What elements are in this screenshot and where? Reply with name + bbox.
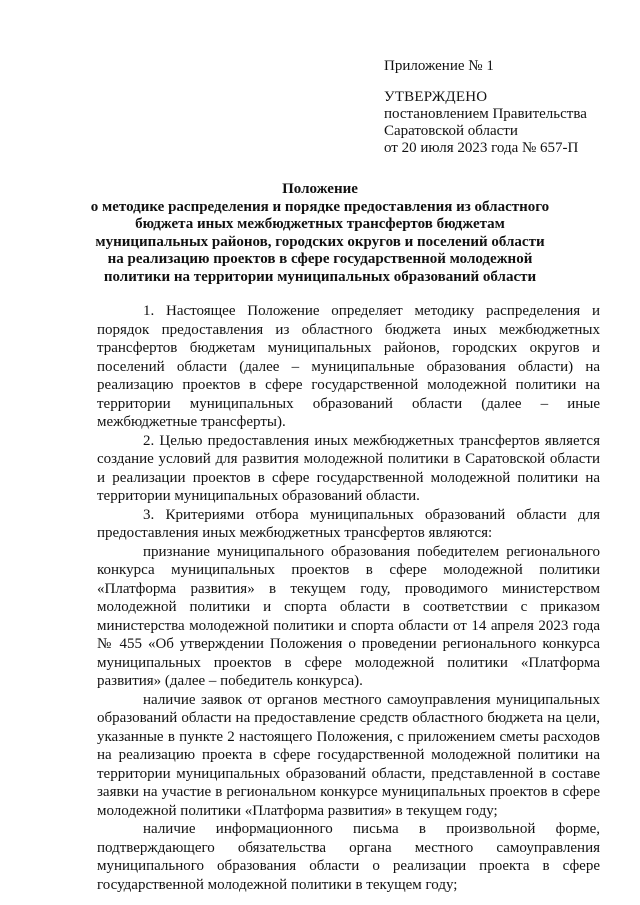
criterion-3: наличие информационного письма в произвольной форме, подтверждающего обязательства органа местного самоуправления муниципального образования области о реализации проекта в сфере государственной молодежной политики в текущем году;	[97, 821, 600, 893]
approved-label: УТВЕРЖДЕНО	[384, 89, 488, 105]
spacer	[384, 75, 624, 89]
approval-line-2: Саратовской области	[384, 123, 518, 139]
paragraph-2: 2. Целью предоставления иных межбюджетных трансфертов является создание условий для развития молодежной политики в Саратовской области и реализации проектов в сфере государственной молодежной политики на территории муниципальных образований области.	[97, 432, 600, 504]
approval-block	[384, 58, 624, 157]
title-heading: Положение	[282, 181, 358, 197]
approval-line-3: от 20 июля 2023 года № 657-П	[384, 140, 579, 156]
document-body	[97, 302, 600, 894]
paragraph-1: 1. Настоящее Положение определяет методику распределения и порядок предоставления из областного бюджета иных межбюджетных трансфертов бюджетам муниципальных районов, городских округов и поселений области (далее – муниципальные образования области) на реализацию проектов в сфере государственной молодежной политики на территории муниципальных образований области (далее – иные межбюджетные трансферты).	[97, 303, 600, 430]
criterion-1: признание муниципального образования победителем регионального конкурса муниципальных проектов в сфере молодежной политики «Платформа развития» в текущем году, проводимого министерством молодежной политики и спорта области в соответствии с приказом министерства молодежной политики и спорта области от 14 апреля 2023 года № 455 «Об утверждении Положения о проведении регионального конкурса муниципальных проектов в сфере молодежной политики «Платформа развития» (далее – победитель конкурса).	[97, 543, 600, 689]
approval-line-1: постановлением Правительства	[384, 106, 587, 122]
title-subject: о методике распределения и порядке предоставления из областного бюджета иных межбюджетных трансфертов бюджетам муниципальных районов, городских округов и поселений области на реализацию проектов в сфере государственной молодежной политики на территории муниципальных образований области	[90, 198, 550, 285]
paragraph-3: 3. Критериями отбора муниципальных образований области для предоставления иных межбюджетных трансфертов являются:	[97, 506, 600, 541]
appendix-number: Приложение № 1	[384, 58, 494, 74]
criterion-2: наличие заявок от органов местного самоуправления муниципальных образований области на предоставление средств областного бюджета на цели, указанные в пункте 2 настоящего Положения, с приложением сметы расходов на реализацию проекта в сфере государственной молодежной политики на территории муниципальных образований области, представленной в составе заявки на участие в региональном конкурсе муниципальных проектов в сфере молодежной политики «Платформа развития» в текущем году;	[97, 691, 600, 819]
document-title	[90, 181, 550, 286]
